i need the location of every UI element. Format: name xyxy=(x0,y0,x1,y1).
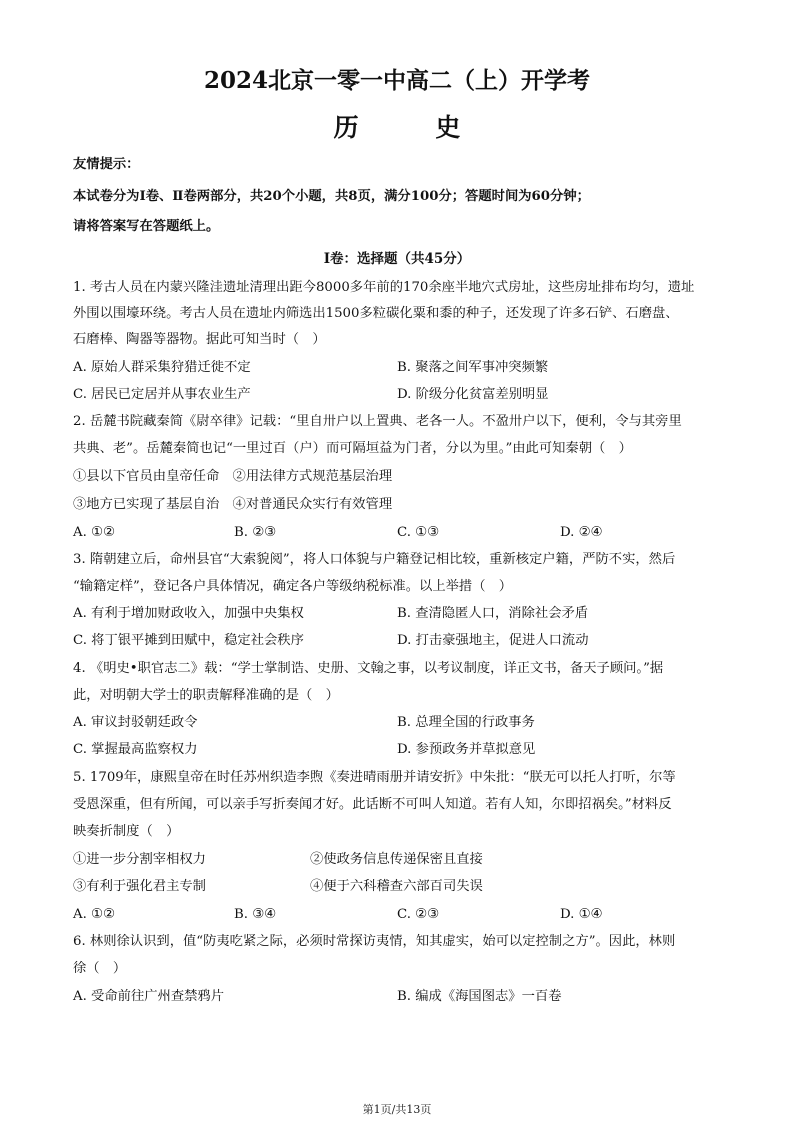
q2-option-d: D. ②④ xyxy=(560,525,603,540)
q5-option-a: A. ①② xyxy=(73,907,115,922)
page-number: 第1页/共13页 xyxy=(362,1103,432,1116)
subject-title: 历 史 xyxy=(333,113,495,142)
q6-option-b: B. 编成《海国图志》一百卷 xyxy=(397,989,562,1004)
section-title: Ⅰ卷：选择题（共45分） xyxy=(323,251,471,267)
q1-stem-line-2: 外围以围壕环绕。考古人员在遗址内筛选出1500多粒碳化粟和黍的种子，还发现了许多石铲、石磨盘、 xyxy=(73,306,679,321)
q3-option-a: A. 有利于增加财政收入，加强中央集权 xyxy=(73,606,304,621)
notice-line-1: 本试卷分为Ⅰ卷、Ⅱ卷两部分，共20个小题，共8页，满分100分；答题时间为60分钟； xyxy=(73,189,590,204)
q5-option-b: B. ③④ xyxy=(234,907,277,922)
q2-option-a: A. ①② xyxy=(73,525,115,540)
q2-statements-1: ①县以下官员由皇帝任命 ②用法律方式规范基层治理 xyxy=(73,469,393,484)
q1-stem-line-3: 石磨棒、陶器等器物。据此可知当时（ ） xyxy=(73,332,326,347)
q2-stem-line-1: 2. 岳麓书院藏秦简《尉卒律》记载：“里自卅户以上置典、老各一人。不盈卅户以下，便利，令与其旁里 xyxy=(73,414,682,429)
q1-option-c: C. 居民已定居并从事农业生产 xyxy=(73,387,251,402)
q5-stem-line-3: 映奏折制度（ ） xyxy=(73,824,180,839)
q3-option-d: D. 打击豪强地主，促进人口流动 xyxy=(397,633,589,648)
q1-stem-line-1: 1. 考古人员在内蒙兴隆洼遗址清理出距今8000多年前的170余座半地穴式房址，这些房址排布均匀，遗址 xyxy=(73,280,695,295)
q4-stem-line-2: 此，对明朝大学士的职责解释准确的是（ ） xyxy=(73,688,339,703)
q4-option-c: C. 掌握最高监察权力 xyxy=(73,742,198,757)
q1-option-b: B. 聚落之间军事冲突频繁 xyxy=(397,360,549,375)
notice-label: 友情提示： xyxy=(73,157,140,172)
q2-option-c: C. ①③ xyxy=(397,525,439,540)
q5-statement-2: ②使政务信息传递保密且直接 xyxy=(310,852,483,867)
q5-option-c: C. ②③ xyxy=(397,907,439,922)
q3-stem-line-2: “输籍定样”，登记各户具体情况，确定各户等级纳税标准。以上举措（ ） xyxy=(73,579,513,594)
q2-statements-2: ③地方已实现了基层自治 ④对普通民众实行有效管理 xyxy=(73,497,393,512)
q3-option-c: C. 将丁银平摊到田赋中，稳定社会秩序 xyxy=(73,633,304,648)
q4-option-b: B. 总理全国的行政事务 xyxy=(397,715,535,730)
q4-stem-line-1: 4. 《明史•职官志二》载：“学士掌制诰、史册、文翰之事，以考议制度，详正文书，备天子顾问。”据 xyxy=(73,661,664,676)
q2-option-b: B. ②③ xyxy=(234,525,277,540)
q6-option-a: A. 受命前往广州查禁鸦片 xyxy=(73,989,225,1004)
notice-line-2: 请将答案写在答题纸上。 xyxy=(73,219,220,234)
q1-option-a: A. 原始人群采集狩猎迁徙不定 xyxy=(73,360,251,375)
q5-stem-line-2: 受恩深重，但有所闻，可以亲手写折奏闻才好。此话断不可叫人知道。若有人知，尔即招祸矣。”材料反 xyxy=(73,797,672,812)
q5-statement-4: ④便于六科稽查六部百司失误 xyxy=(310,879,483,894)
q3-option-b: B. 查清隐匿人口，消除社会矛盾 xyxy=(397,606,589,621)
q3-stem-line-1: 3. 隋朝建立后，命州县官“大索貌阅”，将人口体貌与户籍登记相比较，重新核定户籍，严防不实，然后 xyxy=(73,552,676,567)
q6-stem-line-1: 6. 林则徐认识到，值“防夷吃紧之际，必须时常探访夷情，知其虚实，始可以定控制之方”。因此，林则 xyxy=(73,934,676,949)
q2-stem-line-2: 共典、老”。岳麓秦简也记“一里过百（户）而可隔垣益为门者，分以为里。”由此可知秦朝（ ） xyxy=(73,441,632,456)
q4-option-a: A. 审议封驳朝廷政令 xyxy=(73,715,198,730)
exam-title: 2024北京一零一中高二（上）开学考 xyxy=(203,67,590,94)
q5-statement-3: ③有利于强化君主专制 xyxy=(73,879,206,894)
q5-option-d: D. ①④ xyxy=(560,907,603,922)
q6-stem-line-2: 徐（ ） xyxy=(73,961,127,976)
q4-option-d: D. 参预政务并草拟意见 xyxy=(397,742,536,757)
q1-option-d: D. 阶级分化贫富差别明显 xyxy=(397,387,549,402)
q5-stem-line-1: 5. 1709年，康熙皇帝在时任苏州织造李煦《奏进晴雨册并请安折》中朱批：“朕无可以托人打听，尔等 xyxy=(73,770,676,785)
q5-statement-1: ①进一步分割宰相权力 xyxy=(73,852,206,867)
